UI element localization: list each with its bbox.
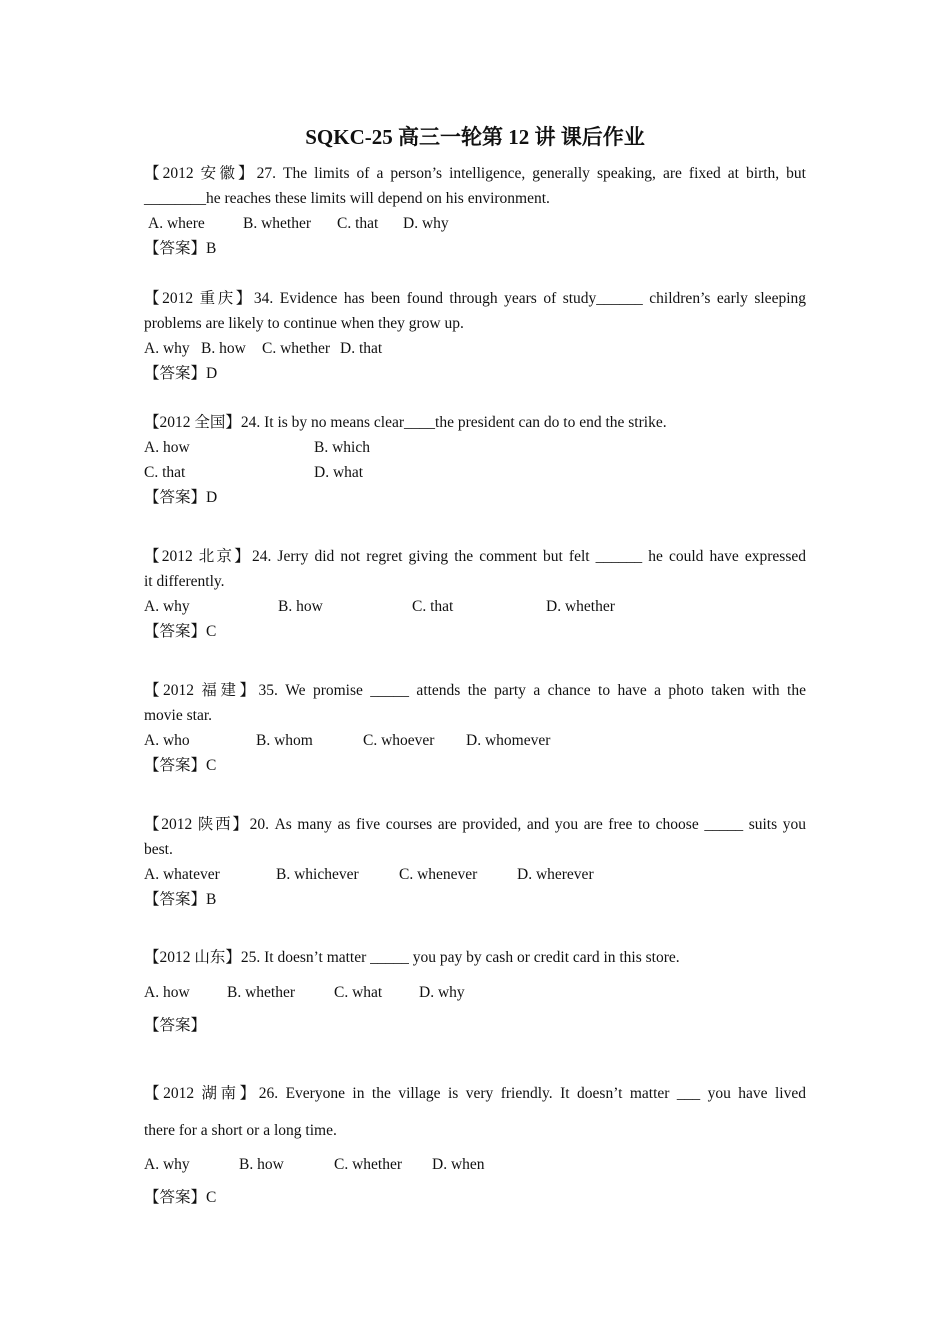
option-a: A. why	[144, 598, 190, 615]
option-c: C. what	[334, 984, 383, 1001]
option-a: A. where	[148, 215, 205, 232]
options-row	[144, 728, 806, 753]
options-row	[144, 211, 806, 236]
option-c: C. that	[337, 215, 379, 232]
question-block	[144, 678, 806, 778]
question-stem-continued: best.	[144, 841, 173, 858]
answer-label: 【答案】C	[144, 757, 217, 774]
question-block	[144, 945, 806, 1038]
option-b: B. whether	[227, 984, 296, 1001]
option-c: C. whenever	[399, 866, 478, 883]
question-stem-continued: ________he reaches these limits will depend on his environment.	[144, 190, 550, 207]
option-d: D. why	[419, 984, 465, 1001]
options-row	[144, 336, 806, 361]
option-b: B. how	[201, 340, 246, 357]
question-stem-continued: it differently.	[144, 573, 225, 590]
question-stem: 【2012 安徽】27. The limits of a person’s intelligence, generally speaking, are fixed at birth, but	[144, 165, 806, 182]
option-a: A. why	[144, 340, 190, 357]
option-c: C. that	[412, 598, 454, 615]
options-row	[144, 435, 806, 460]
options-row	[144, 980, 806, 1005]
option-b: B. whichever	[276, 866, 359, 883]
option-c: C. that	[144, 464, 186, 481]
question-stem-continued: there for a short or a long time.	[144, 1122, 337, 1139]
answer-label: 【答案】	[144, 1017, 207, 1034]
option-b: B. how	[239, 1156, 284, 1173]
option-b: B. which	[314, 439, 370, 456]
option-d: D. why	[403, 215, 449, 232]
option-d: D. that	[340, 340, 383, 357]
options-row	[144, 594, 806, 619]
question-stem: 【2012 陕西】20. As many as five courses are provided, and you are free to choose _____ suits you	[144, 816, 806, 833]
options-row	[144, 1152, 806, 1177]
option-d: D. what	[314, 464, 364, 481]
question-stem: 【2012 福建】35. We promise _____ attends the party a chance to have a photo taken with the	[144, 682, 806, 699]
option-d: D. when	[432, 1156, 485, 1173]
option-a: A. how	[144, 984, 190, 1001]
answer-label: 【答案】D	[144, 365, 218, 382]
question-stem: 【2012 湖南】26. Everyone in the village is very friendly. It doesn’t matter ___ you have lived	[144, 1085, 806, 1102]
options-row	[144, 460, 806, 485]
answer-label: 【答案】B	[144, 891, 217, 908]
question-stem-continued: problems are likely to continue when they grow up.	[144, 315, 464, 332]
question-block	[144, 410, 806, 510]
question-stem: 【2012 重庆】34. Evidence has been found through years of study______ children’s early sleeping	[144, 290, 806, 307]
question-block	[144, 544, 806, 644]
question-block	[144, 161, 806, 261]
question-block	[144, 286, 806, 386]
answer-label: 【答案】C	[144, 623, 217, 640]
options-row	[144, 862, 806, 887]
answer-label: 【答案】C	[144, 1189, 217, 1206]
page-title: SQKC-25 高三一轮第 12 讲 课后作业	[305, 125, 645, 149]
question-block	[144, 812, 806, 912]
question-stem: 【2012 全国】24. It is by no means clear____the president can do to end the strike.	[144, 414, 667, 431]
answer-label: 【答案】B	[144, 240, 217, 257]
option-c: C. whoever	[363, 732, 435, 749]
option-b: B. whether	[243, 215, 312, 232]
option-d: D. whomever	[466, 732, 551, 749]
option-d: D. whether	[546, 598, 615, 615]
option-b: B. whom	[256, 732, 313, 749]
option-c: C. whether	[334, 1156, 403, 1173]
option-a: A. whatever	[144, 866, 220, 883]
option-a: A. how	[144, 439, 190, 456]
option-a: A. why	[144, 1156, 190, 1173]
option-c: C. whether	[262, 340, 331, 357]
question-stem: 【2012 山东】25. It doesn’t matter _____ you pay by cash or credit card in this store.	[144, 949, 680, 966]
question-stem-continued: movie star.	[144, 707, 213, 724]
question-stem: 【2012 北京】24. Jerry did not regret giving the comment but felt ______ he could have expressed	[144, 548, 806, 565]
option-d: D. wherever	[517, 866, 594, 883]
question-block	[144, 1081, 806, 1210]
option-b: B. how	[278, 598, 323, 615]
answer-label: 【答案】D	[144, 489, 218, 506]
option-a: A. who	[144, 732, 190, 749]
